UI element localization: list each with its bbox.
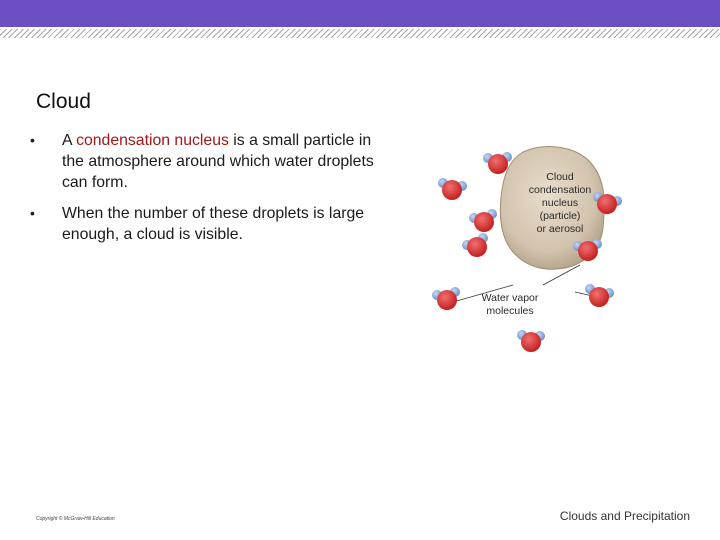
water-molecule <box>469 209 497 232</box>
slide-title: Cloud <box>36 90 91 113</box>
bullet-marker: • <box>30 132 35 148</box>
nucleus-label-line: (particle) <box>539 210 581 222</box>
nucleus-label-line: nucleus <box>541 197 579 209</box>
highlighted-term: condensation nucleus <box>76 132 229 149</box>
water-molecule <box>585 284 614 307</box>
bullet-text-end: is a small particle in the atmosphere around which water droplets can form. <box>62 132 374 191</box>
top-accent-bar <box>0 0 720 27</box>
bullet-item-condensation-nucleus <box>30 130 380 193</box>
bullet-text: When the number of these droplets is large enough, a cloud is visible. <box>62 205 365 243</box>
water-molecule <box>517 330 545 352</box>
bullet-item-cloud-visible <box>30 203 380 245</box>
water-molecule <box>432 287 460 310</box>
nucleus-label-line: or aerosol <box>536 223 584 235</box>
copyright-notice: Copyright © McGraw-Hill Education <box>36 516 115 522</box>
nucleus-label-line: condensation <box>528 184 592 196</box>
water-vapor-label <box>482 292 539 317</box>
water-molecule <box>438 178 467 200</box>
nucleus-label-line: Cloud <box>546 171 574 183</box>
vapor-label-line: molecules <box>486 305 534 317</box>
bullet-text-start: A <box>62 132 77 149</box>
bullet-marker: • <box>30 205 35 221</box>
condensation-nucleus-illustration <box>425 140 645 370</box>
footer-topic: Clouds and Precipitation <box>559 509 690 523</box>
bullet-list <box>30 130 380 255</box>
water-molecule <box>462 233 488 257</box>
vapor-label-line: Water vapor <box>481 292 539 304</box>
decorative-dash-strip <box>0 29 720 38</box>
